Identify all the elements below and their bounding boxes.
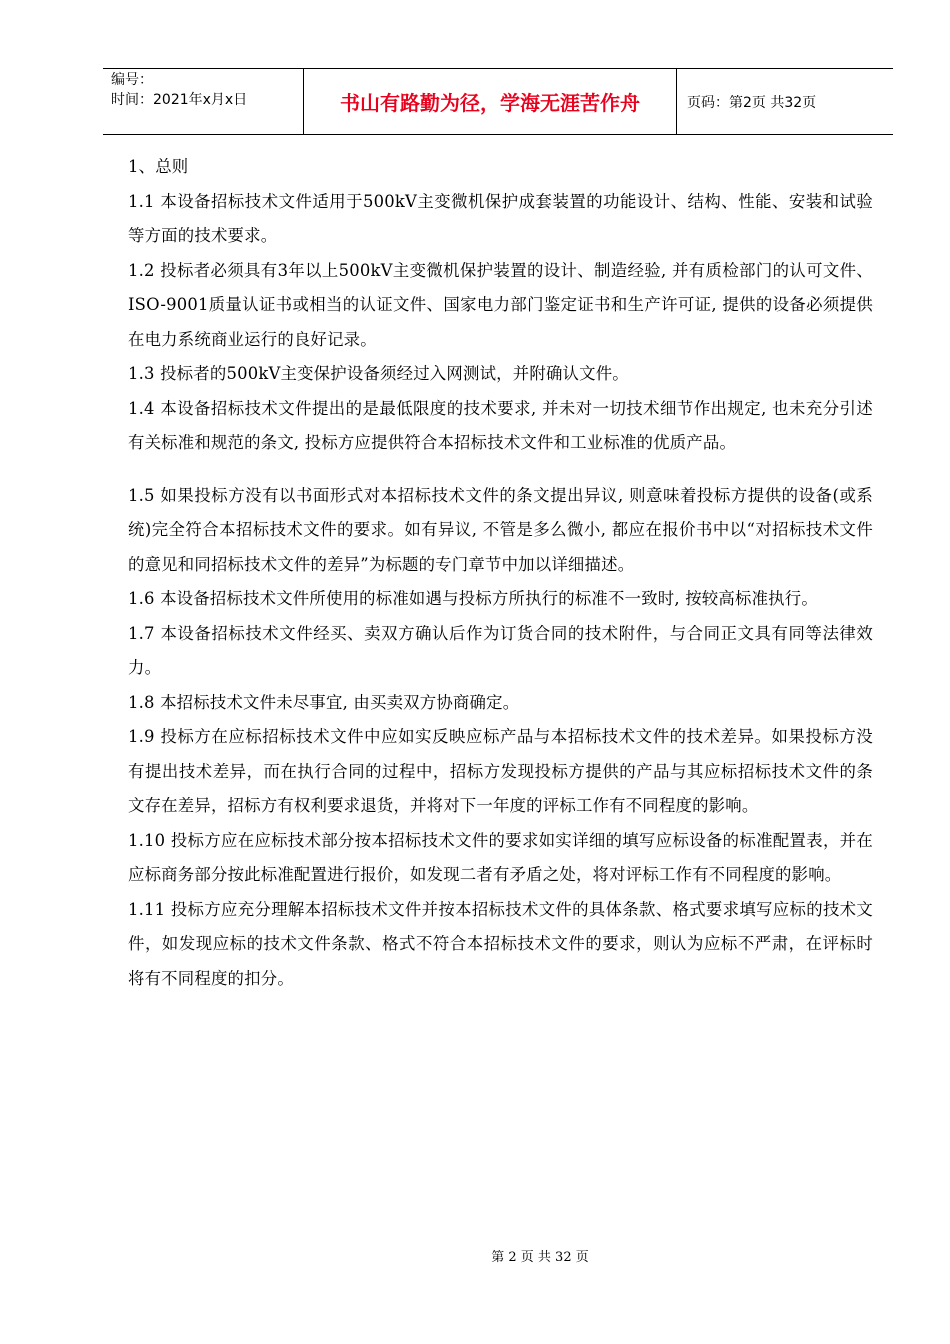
- clause-1-4: 1.4 本设备招标技术文件提出的是最低限度的技术要求, 并未对一切技术细节作出规定, 也未充分引述有关标准和规范的条文, 投标方应提供符合本招标技术文件和工业标准的优质产品。: [128, 398, 873, 452]
- clause-1-9: 1.9 投标方在应标招标技术文件中应如实反映应标产品与本招标技术文件的技术差异。如果投标方没有提出技术差异，而在执行合同的过程中，招标方发现投标方提供的产品与其应标招标技术文件的条文存在差异，招标方有权利要求退货，并将对下一年度的评标工作有不同程度的影响。: [128, 727, 873, 815]
- clause-1-1: 1.1 本设备招标技术文件适用于500kV主变微机保护成套装置的功能设计、结构、性能、安装和试验等方面的技术要求。: [128, 191, 873, 245]
- page-footer: 第 2 页 共 32 页: [491, 1250, 589, 1265]
- page-header: [103, 68, 893, 135]
- header-motto: 书山有路勤为径，学海无涯苦作舟: [303, 69, 677, 134]
- section-title: 1、总则: [128, 157, 189, 176]
- clause-1-2: 1.2 投标者必须具有3年以上500kV主变微机保护装置的设计、制造经验, 并有质检部门的认可文件、ISO-9001质量认证书或相当的认证文件、国家电力部门鉴定证书和生产许可证, 提供的设备必须提供在电力系统商业运行的良好记录。: [128, 260, 873, 349]
- time-label: 时间：2021年x月x日: [111, 92, 248, 108]
- header-meta: [103, 69, 303, 134]
- clause-1-7: 1.7 本设备招标技术文件经买、卖双方确认后作为订货合同的技术附件，与合同正文具有同等法律效力。: [128, 623, 873, 677]
- clause-1-5: 1.5 如果投标方没有以书面形式对本招标技术文件的条文提出异议, 则意味着投标方提供的设备(或系统)完全符合本招标技术文件的要求。如有异议, 不管是多么微小, 都应在报价书中以“对招标技术文件的意见和同招标技术文件的差异”为标题的专门章节中加以详细描述。: [128, 485, 873, 574]
- clause-1-6: 1.6 本设备招标技术文件所使用的标准如遇与投标方所执行的标准不一致时, 按较高标准执行。: [128, 589, 818, 608]
- clause-1-3: 1.3 投标者的500kV主变保护设备须经过入网测试，并附确认文件。: [128, 364, 629, 383]
- number-label: 编号：: [111, 72, 153, 88]
- clause-1-8: 1.8 本招标技术文件未尽事宜, 由买卖双方协商确定。: [128, 692, 520, 712]
- paragraph-gap: [128, 461, 873, 479]
- clause-1-10: 1.10 投标方应在应标技术部分按本招标技术文件的要求如实详细的填写应标设备的标准配置表，并在应标商务部分按此标准配置进行报价，如发现二者有矛盾之处，将对评标工作有不同程度的影响。: [128, 830, 873, 884]
- header-page-info: 页码：第2页 共32页: [687, 94, 817, 111]
- document-body: [128, 150, 873, 996]
- clause-1-11: 1.11 投标方应充分理解本招标技术文件并按本招标技术文件的具体条款、格式要求填写应标的技术文件，如发现应标的技术文件条款、格式不符合本招标技术文件的要求，则认为应标不严肃，在评标时将有不同程度的扣分。: [128, 899, 873, 988]
